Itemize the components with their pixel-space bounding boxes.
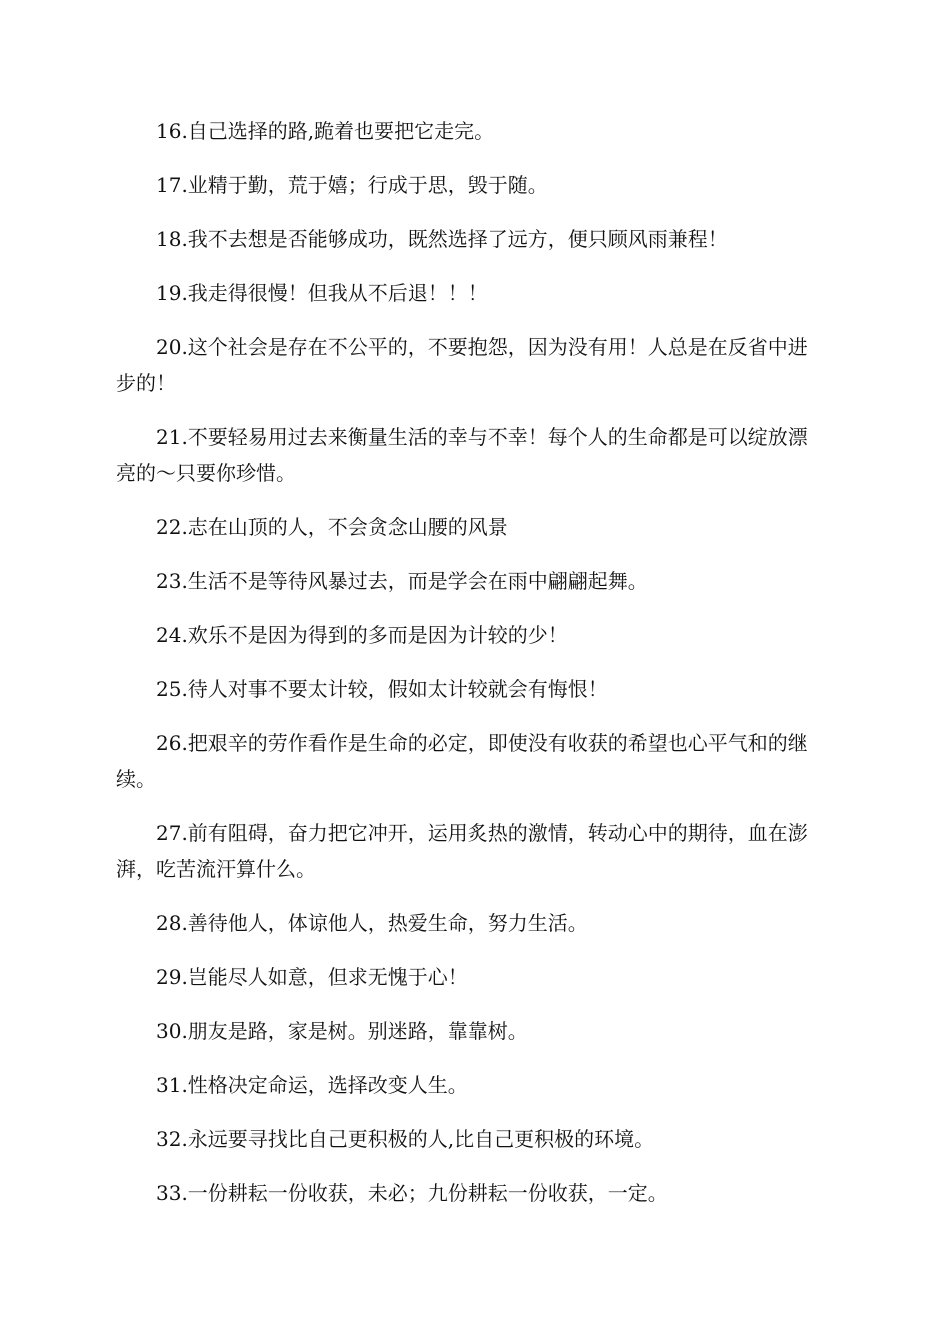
- quote-item-27: 27.前有阻碍，奋力把它冲开，运用炙热的激情，转动心中的期待，血在澎湃，吃苦流汗算什么。: [116, 821, 808, 881]
- quote-list: [116, 113, 826, 1229]
- quote-item-21: 21.不要轻易用过去来衡量生活的幸与不幸！每个人的生命都是可以绽放漂亮的～只要你珍惜。: [116, 425, 808, 485]
- quote-item-32: 32.永远要寻找比自己更积极的人,比自己更积极的环境。: [156, 1127, 655, 1151]
- quote-item-24: 24.欢乐不是因为得到的多而是因为计较的少！: [156, 623, 568, 647]
- quote-item-17: 17.业精于勤，荒于嬉；行成于思，毁于随。: [156, 173, 548, 197]
- quote-item-28: 28.善待他人，体谅他人，热爱生命，努力生活。: [156, 911, 588, 935]
- quote-item-16: 16.自己选择的路,跪着也要把它走完。: [156, 119, 495, 143]
- quote-item-25: 25.待人对事不要太计较，假如太计较就会有悔恨！: [156, 677, 608, 701]
- quote-item-31: 31.性格决定命运，选择改变人生。: [156, 1073, 468, 1097]
- quote-item-26: 26.把艰辛的劳作看作是生命的必定，即使没有收获的希望也心平气和的继续。: [116, 731, 808, 791]
- quote-item-29: 29.岂能尽人如意，但求无愧于心！: [156, 965, 468, 989]
- quote-item-19: 19.我走得很慢！但我从不后退！！！: [156, 281, 488, 305]
- quote-item-22: 22.志在山顶的人，不会贪念山腰的风景: [156, 515, 508, 539]
- quote-item-33: 33.一份耕耘一份收获，未必；九份耕耘一份收获，一定。: [156, 1181, 668, 1205]
- quote-item-18: 18.我不去想是否能够成功，既然选择了远方，便只顾风雨兼程！: [156, 227, 728, 251]
- quote-item-23: 23.生活不是等待风暴过去，而是学会在雨中翩翩起舞。: [156, 569, 648, 593]
- quote-item-20: 20.这个社会是存在不公平的，不要抱怨，因为没有用！人总是在反省中进步的！: [116, 335, 808, 395]
- quote-item-30: 30.朋友是路，家是树。别迷路，靠靠树。: [156, 1019, 528, 1043]
